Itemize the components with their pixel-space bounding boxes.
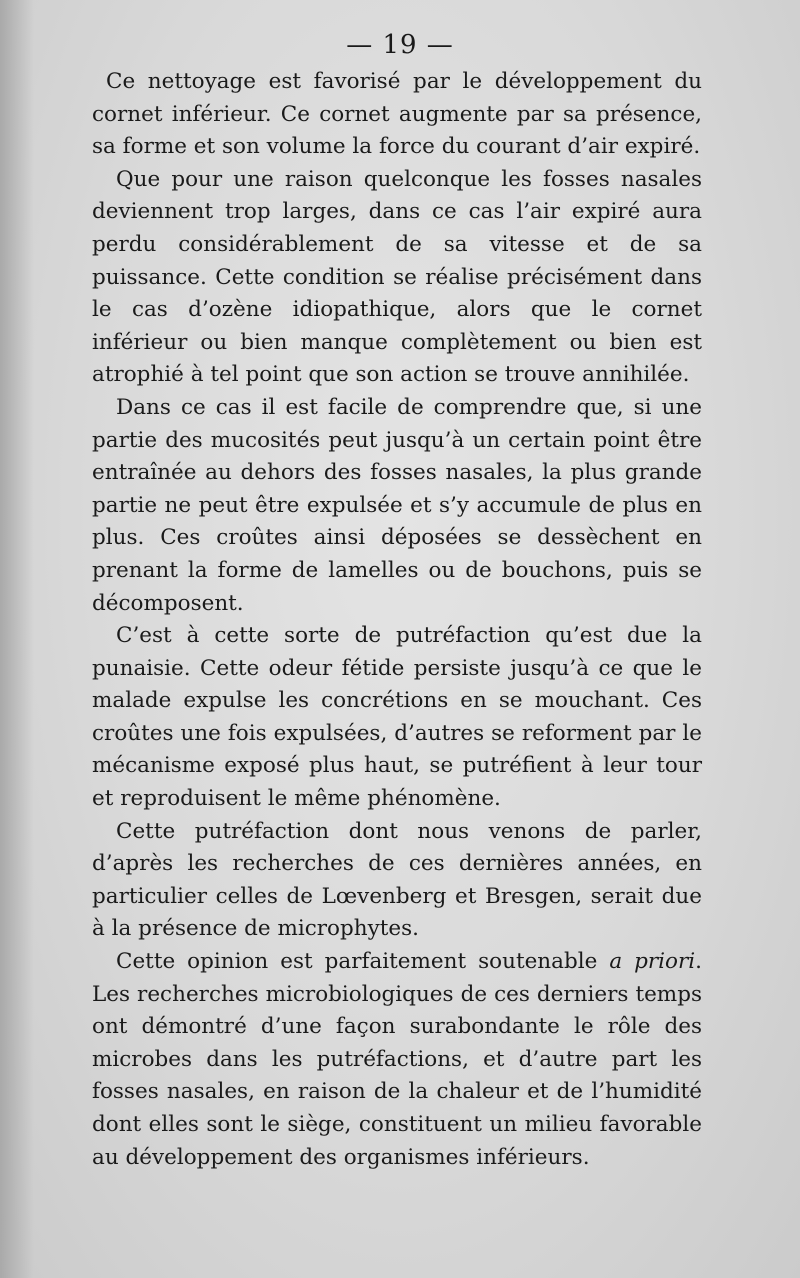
paragraph-6-start: Cette opinion est parfaitement soutenable xyxy=(116,949,610,975)
paragraph-6 xyxy=(92,946,702,1174)
paragraph-1: Ce nettoyage est favorisé par le développement du cornet inférieur. Ce cornet augmente par sa présence, sa forme et son volume la force du courant d’air expiré. xyxy=(92,69,702,160)
page-number: — 19 — xyxy=(346,30,454,60)
paragraph-6-end: . Les recherches microbiologiques de ces derniers temps ont démontré d’une façon surabondante le rôle des microbes dans les putréfactions, et d’autre part les fosses nasales, en raison de la chaleur et de l’humidité dont elles sont le siège, constituent un milieu favorable au développement des organismes inférieurs. xyxy=(92,949,702,1170)
paragraph-4: C’est à cette sorte de putréfaction qu’est due la punaisie. Cette odeur fétide persiste jusqu’à ce que le malade expulse les concrétions en se mouchant. Ces croûtes une fois expulsées, d’autres se reforment par le mécanisme exposé plus haut, se putréfient à leur tour et reproduisent le même phénomène. xyxy=(92,623,702,812)
body-text xyxy=(92,66,702,1174)
italic-a-priori: a priori xyxy=(609,949,696,975)
paragraph-2: Que pour une raison quelconque les fosses nasales deviennent trop larges, dans ce cas l’air expiré aura perdu considérablement de sa vitesse et de sa puissance. Cette condition se réalise précisément dans le cas d’ozène idiopathique, alors que le cornet inférieur ou bien manque complètement ou bien est atrophié à tel point que son action se trouve annihilée. xyxy=(92,166,702,388)
paragraph-5: Cette putréfaction dont nous venons de parler, d’après les recherches de ces dernières années, en particulier celles de Lœvenberg et Bresgen, serait due à la présence de microphytes. xyxy=(92,818,702,942)
paragraph-3: Dans ce cas il est facile de comprendre que, si une partie des mucosités peut jusqu’à un certain point être entraînée au dehors des fosses nasales, la plus grande partie ne peut être expulsée et s’y accumule de plus en plus. Ces croûtes ainsi déposées se dessèchent en prenant la forme de lamelles ou de bouchons, puis se décomposent. xyxy=(92,394,702,616)
